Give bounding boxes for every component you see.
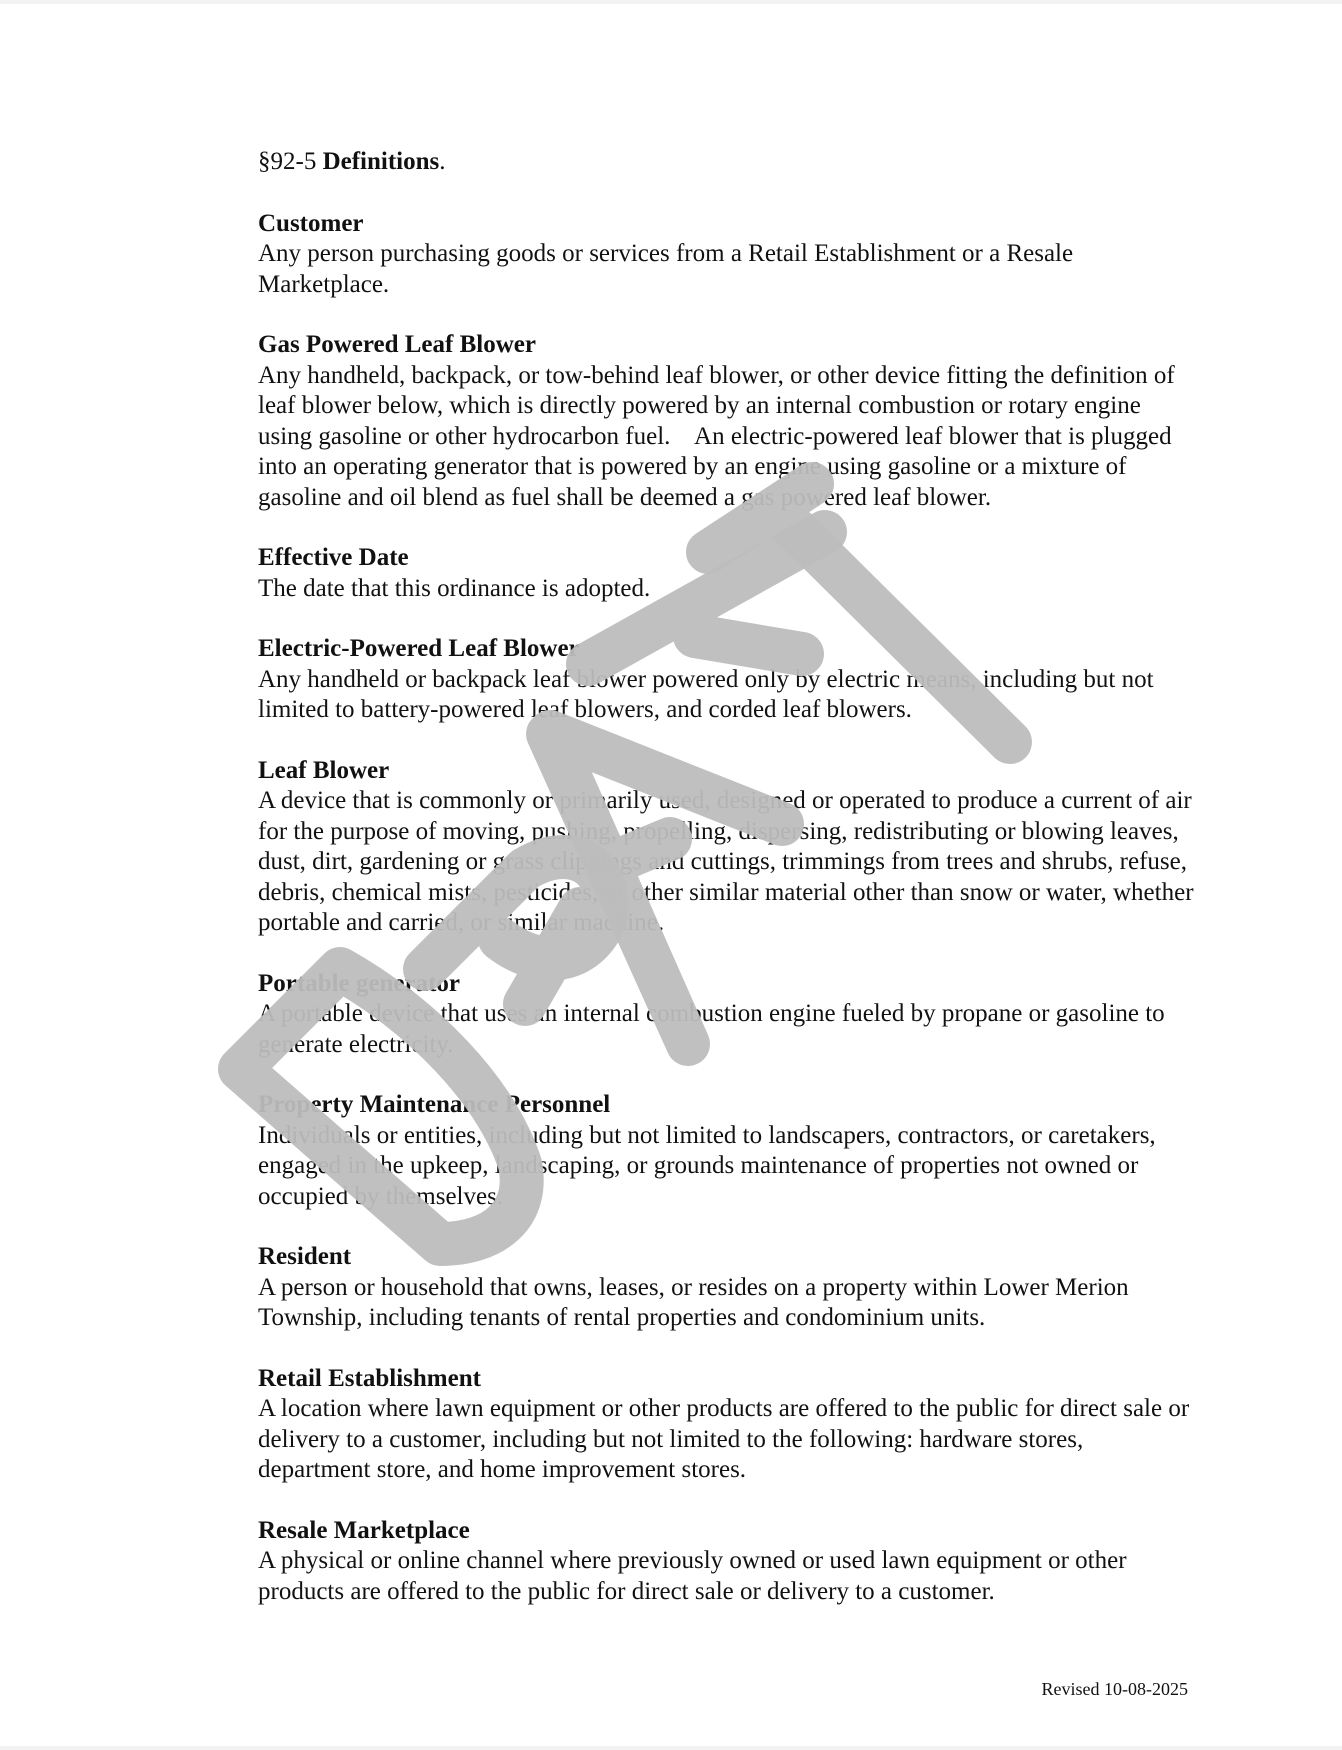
definition-term: Resident — [258, 1243, 352, 1270]
definition-term: Portable generator — [258, 969, 461, 997]
definition-term: Customer — [258, 209, 364, 237]
definition-text: A location where lawn equipment or other products are offered to the public for direct sale or delivery to a customer, including but not limited to the following: hardware stores, department store, and home improvement stores. — [258, 1395, 1190, 1483]
definition-term: Gas Powered Leaf Blower — [258, 331, 536, 358]
definition-term: Retail Establishment — [258, 1364, 481, 1392]
definition-text: Any handheld or backpack leaf blower powered only by electric means, including but not limited to battery-powered leaf blowers, and corded leaf blowers. — [258, 665, 1154, 723]
definition-text: Any handheld, backpack, or tow-behind leaf blower, or other device fitting the definition of leaf blower below, which is directly powered by an internal combustion or rotary engine using gasoline or other hydrocarbon fuel. An electric-powered leaf blower that is plugged into an operating generator that is powered by an engine using gasoline or a mixture of gasoline and oil blend as fuel shall be deemed a gas powered leaf blower. — [258, 361, 1182, 511]
revision-footer: Revised 10-08-2025 — [1041, 1679, 1188, 1699]
definition-text: A person or household that owns, leases, or resides on a property within Lower Merion Township, including tenants of rental properties and condominium units. — [258, 1273, 1129, 1331]
definition-entry-customer — [258, 209, 1198, 301]
definition-text: Individuals or entities, including but not limited to landscapers, contractors, or caretakers, engaged in the upkeep, landscaping, or grounds maintenance of properties not owned or occupied by themselves. — [258, 1121, 1156, 1210]
definition-text: A physical or online channel where previously owned or used lawn equipment or other products are offered to the public for direct sale or delivery to a customer. — [258, 1547, 1127, 1605]
definition-entry-leaf-blower — [258, 756, 1198, 939]
definition-entry-portable-generator — [258, 969, 1198, 1061]
definition-entry-gas-powered-leaf-blower — [258, 330, 1198, 513]
definition-entry-retail-establishment — [258, 1364, 1198, 1486]
definition-entry-resale-marketplace — [258, 1516, 1198, 1608]
document-page — [0, 4, 1342, 1746]
definition-entry-electric-powered-leaf-blower — [258, 634, 1198, 726]
section-heading — [258, 147, 1198, 178]
definition-term: Resale Marketplace — [258, 1516, 470, 1544]
definition-text: Any person purchasing goods or services from a Retail Establishment or a Resale Marketplace. — [258, 240, 1074, 298]
definition-term: Leaf Blower — [258, 756, 390, 784]
definition-text: A device that is commonly or primarily used, designed or operated to produce a current of air for the purpose of moving, pushing, propelling, dispersing, redistributing or blowing leaves, dust, dirt, gardening or grass clippings and cuttings, trimmings from trees and shrubs, refuse, debris, chemical mists, pesticides, or other similar material other than snow or water, whether portable and carried, or similar machine. — [258, 787, 1194, 936]
definition-term: Effective Date — [258, 544, 409, 571]
section-title-suffix: . — [439, 148, 446, 175]
definition-entry-resident — [258, 1242, 1198, 1334]
definition-text: The date that this ordinance is adopted. — [258, 574, 651, 602]
definition-term: Property Maintenance Personnel — [258, 1091, 611, 1118]
definition-term: Electric-Powered Leaf Blower — [258, 635, 580, 662]
section-title: Definitions — [322, 148, 440, 175]
definition-text: A portable device that uses an internal combustion engine fueled by propane or gasoline to generate electricity. — [258, 1000, 1165, 1058]
section-number: §92-5 — [258, 148, 317, 175]
definition-entry-property-maintenance-personnel — [258, 1090, 1198, 1212]
definition-entry-effective-date — [258, 543, 1198, 604]
document-body — [258, 147, 1198, 1637]
